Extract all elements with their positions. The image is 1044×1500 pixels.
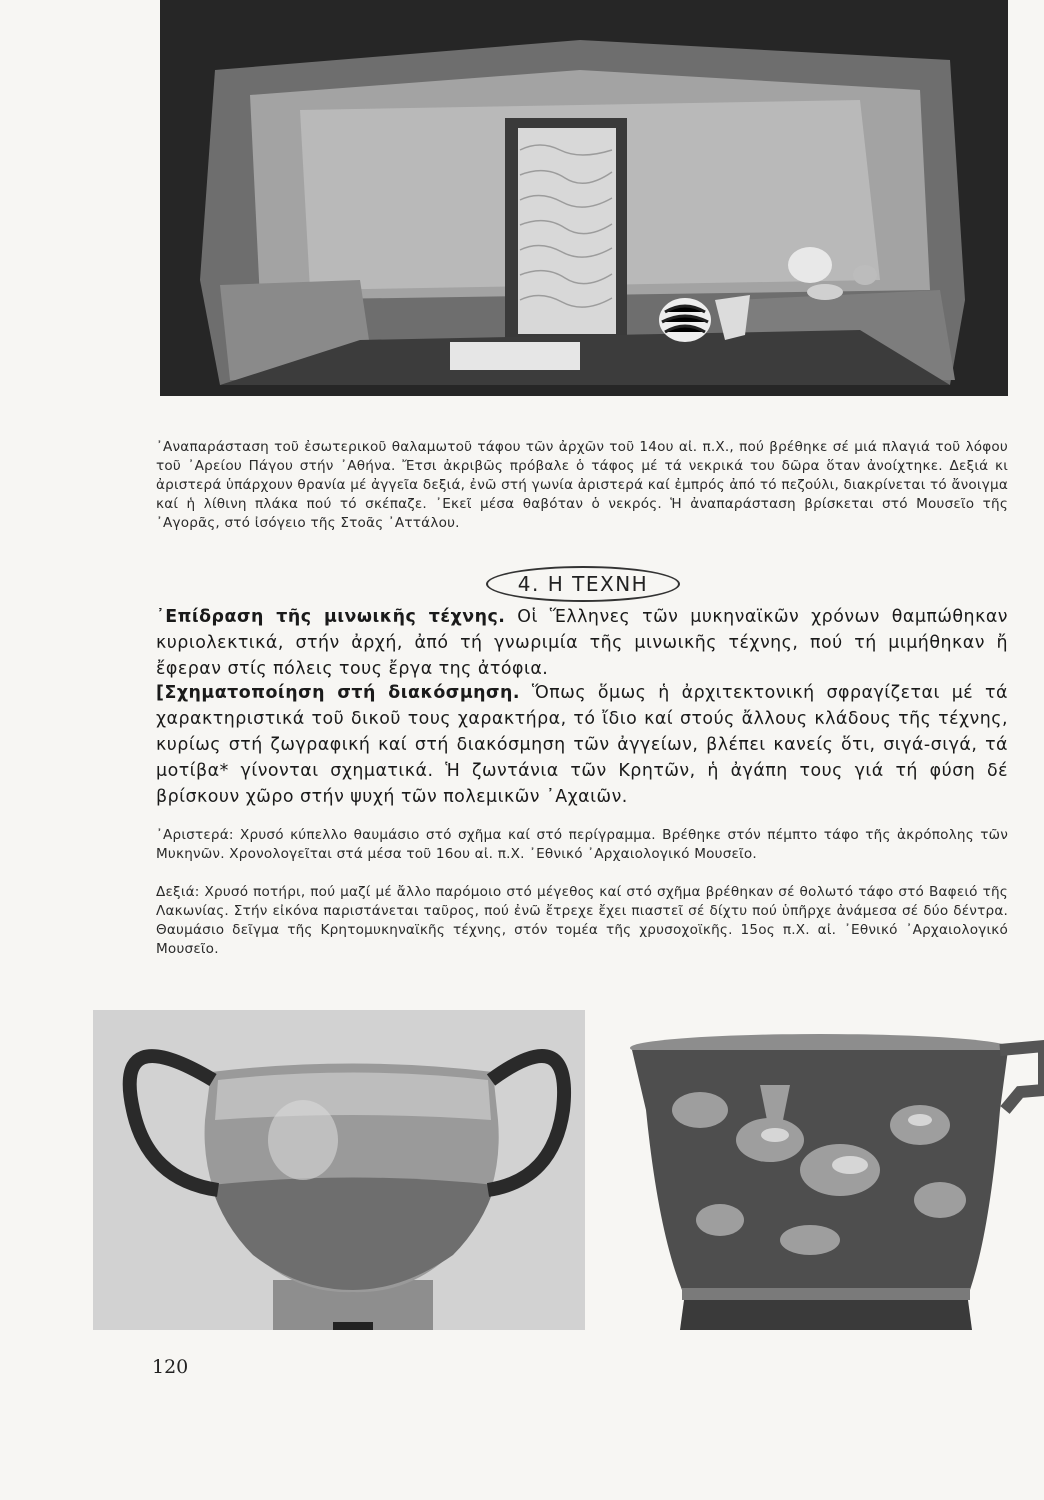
- paragraph-lead: ᾿Επίδραση τῆς μινωικῆς τέχνης.: [156, 607, 506, 627]
- kantharos-illustration: [93, 1010, 585, 1330]
- vapheio-cup-photo: [620, 1030, 1044, 1330]
- paragraph-lead: [Σχηματοποίηση στή διακόσμηση.: [156, 683, 521, 703]
- right-caption: Δεξιά: Χρυσό ποτήρι, πού μαζί μέ ἄλλο παρόμοιο στό μέγεθος καί στό σχῆμα βρέθηκαν σέ θολωτό τάφο στό Βαφειό τῆς Λακωνίας. Στήν εἰκόνα παριστάνεται ταῦρος, πού ἐνῶ ἔτρεχε ἔχει πιαστεῖ σέ δίχτυ πού ὑπῆρχε ἀνάμεσα σέ δύο δέντρα. Θαυμάσιο δεῖγμα τῆς Κρητομυκηναϊκῆς τέχνης, στόν τομέα τῆς χρυσοχοϊκῆς. 15ος π.Χ. αἰ. ᾿Εθνικό ᾿Αρχαιολογικό Μουσεῖο.: [156, 884, 1008, 957]
- page-number: 120: [152, 1356, 189, 1378]
- left-caption: ᾿Αριστερά: Χρυσό κύπελλο θαυμάσιο στό σχῆμα καί στό περίγραμμα. Βρέθηκε στόν πέμπτο τάφο τῆς ἀκρόπολης τῶν Μυκηνῶν. Χρονολογεῖται στά μέσα τοῦ 16ου αἰ. π.Χ. ᾿Εθνικό ᾿Αρχαιολογικό Μουσεῖο.: [156, 827, 1008, 862]
- paragraph-text: Οἱ Ἕλληνες τῶν μυκηναϊκῶν χρόνων θαμπώθηκαν κυριολεκτικά, στήν ἀρχή, ἀπό τή γνωριμία τῆς μινωικῆς τέχνης, πού τή μιμήθηκαν ἤ ἔφεραν στίς πόλεις τους ἔργα της ἀτόφια.: [156, 607, 1008, 679]
- section-heading: [486, 566, 680, 602]
- paragraph-text: Ὅπως ὅμως ἡ ἀρχιτεκτονική σφραγίζεται μέ τά χαρακτηριστικά τοῦ δικοῦ τους χαρακτήρα, τό ἴδιο καί στούς ἄλλους κλάδους τῆς τέχνης, κυρίως στή ζωγραφική καί στή διακόσμηση τῶν ἀγγείων, βλέπει κανείς ὅτι, σιγά-σιγά, τά μοτίβα* γίνονται σχηματικά. Ἡ ζωντάνια τῶν Κρητῶν, ἡ ἀγάπη τους γιά τή φύση δέ βρίσκουν χῶρο στήν ψυχή τῶν πολεμικῶν ᾿Αχαιῶν.: [156, 683, 1008, 807]
- gold-kantharos-photo: [93, 1010, 585, 1330]
- tomb-caption: ᾿Αναπαράσταση τοῦ ἐσωτερικοῦ θαλαμωτοῦ τάφου τῶν ἀρχῶν τοῦ 14ου αἰ. π.Χ., πού βρέθηκε σέ μιά πλαγιά τοῦ λόφου τοῦ ᾿Αρείου Πάγου στήν ᾿Αθήνα. Ἔτσι ἀκριβῶς πρόβαλε ὁ τάφος μέ τά νεκρικά του δῶρα ὅταν ἀνοίχτηκε. Δεξιά κι ἀριστερά ὑπάρχουν θρανία μέ ἀγγεῖα δεξιά, ἐνῶ στή γωνία ἀριστερά καί ἐμπρός ἀπό τό πεζούλι, διακρίνεται τό ἄνοιγμα καί ἡ λίθινη πλάκα πού τό σκέπαζε. ᾿Εκεῖ μέσα θαβόταν ὁ νεκρός. Ἡ ἀναπαράσταση βρίσκεται στό Μουσεῖο τῆς ᾿Αγορᾶς, στό ἰσόγειο τῆς Στοᾶς ᾿Αττάλου.: [156, 439, 1008, 531]
- paragraph-stylization: [156, 680, 1008, 810]
- paragraph-minoan-influence: [156, 604, 1008, 682]
- tomb-illustration: [160, 0, 1008, 396]
- tomb-reconstruction-photo: [160, 0, 1008, 396]
- vapheio-cup-illustration: [620, 1030, 1044, 1330]
- section-heading-text: 4. Η ΤΕΧΝΗ: [517, 572, 649, 596]
